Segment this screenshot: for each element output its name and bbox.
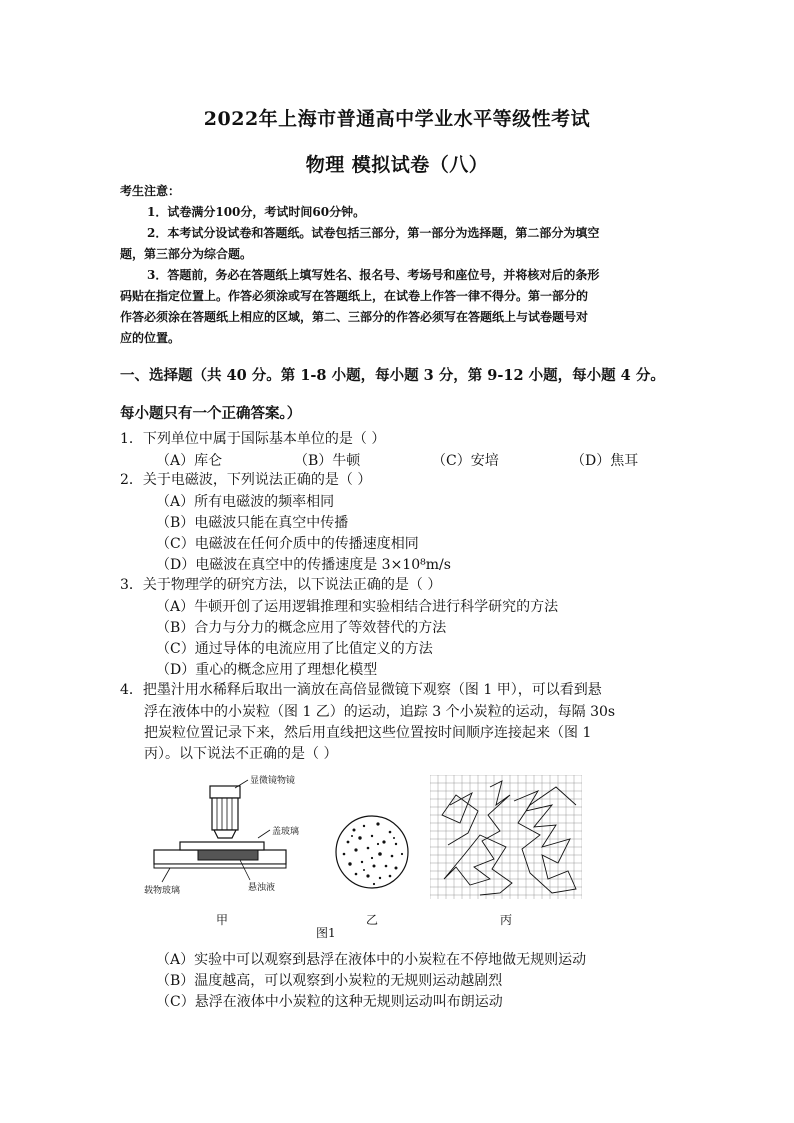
objective-label: 显微镜物镜 [250, 776, 296, 786]
notice-item-3d: 应的位置。 [120, 331, 181, 345]
q3-option-a: （A）牛顿开创了运用逻辑推理和实验相结合进行科学研究的方法 [156, 599, 559, 615]
brownian-paths-diagram [430, 775, 582, 899]
figure-label-yi: 乙 [366, 913, 379, 927]
question-2-stem: 2．关于电磁波，下列说法正确的是（ ） [120, 472, 372, 488]
notice-item-2b: 题，第三部分为综合题。 [120, 247, 253, 261]
q2-option-c: （C）电磁波在任何介质中的传播速度相同 [156, 536, 419, 552]
particles-circle-diagram [334, 814, 410, 890]
q3-option-d: （D）重心的概念应用了理想化模型 [156, 662, 378, 678]
question-1-stem: 1．下列单位中属于国际基本单位的是（ ） [120, 431, 386, 447]
q2-option-d: （D）电磁波在真空中的传播速度是 3×10⁸m/s [156, 557, 451, 573]
figure-label-jia: 甲 [216, 913, 229, 927]
q3-option-b: （B）合力与分力的概念应用了等效替代的方法 [156, 620, 447, 636]
section-heading-line2: 每小题只有一个正确答案。） [120, 405, 302, 422]
notice-item-3c: 作答必须涂在答题纸上相应的区域，第二、三部分的作答必须写在答题纸上与试卷题号对 [120, 310, 589, 324]
page-subtitle: 物理 模拟试卷（八） [305, 154, 489, 176]
notice-item-2a-text: 2．本考试分设试卷和答题纸。试卷包括三部分，第一部分为选择题，第二部分为填空 [147, 226, 600, 240]
notice-item-1 [120, 202, 680, 223]
q1-option-b: （B）牛顿 [294, 453, 361, 469]
q2-option-a: （A）所有电磁波的频率相同 [156, 494, 335, 510]
q2-option-b: （B）电磁波只能在真空中传播 [156, 515, 349, 531]
q4-option-c: （C）悬浮在液体中小炭粒的这种无规则运动叫布朗运动 [156, 994, 503, 1010]
q1-option-d: （D）焦耳 [571, 453, 639, 469]
question-4-line3: 把炭粒位置记录下来，然后用直线把这些位置按时间顺序连接起来（图 1 [144, 725, 592, 741]
section-heading-line1: 一、选择题（共 40 分。第 1-8 小题，每小题 3 分，第 9-12 小题，每小题 4 分。 [120, 367, 665, 384]
question-4-line4: 丙）。以下说法不正确的是（ ） [144, 746, 338, 762]
cover-glass-label: 盖玻璃 [272, 827, 300, 837]
figure-label-bing: 丙 [500, 913, 513, 927]
figure-caption: 图1 [316, 926, 336, 940]
q1-option-a: （A）库仑 [156, 453, 223, 469]
notice-item-3a-text: 3．答题前，务必在答题纸上填写姓名、报名号、考场号和座位号，并将核对后的条形 [147, 268, 600, 282]
page-title: 2022年上海市普通高中学业水平等级性考试 [203, 108, 591, 130]
notice-item-3b: 码贴在指定位置上。作答必须涂或写在答题纸上，在试卷上作答一律不得分。第一部分的 [120, 289, 589, 303]
notice-item-3a [120, 265, 680, 286]
suspension-label: 悬浊液 [248, 883, 276, 893]
notice-heading: 考生注意： [120, 184, 181, 198]
question-3-stem: 3．关于物理学的研究方法，以下说法正确的是（ ） [120, 577, 442, 593]
question-4-line1: 4．把墨汁用水稀释后取出一滴放在高倍显微镜下观察（图 1 甲），可以看到悬 [120, 682, 602, 698]
q1-option-c: （C）安培 [432, 453, 499, 469]
slide-glass-label: 载物玻璃 [144, 886, 181, 896]
notice-item-2a [120, 223, 680, 244]
notice-item-1-text: 1．试卷满分100分，考试时间60分钟。 [147, 205, 366, 219]
question-4-line2: 浮在液体中的小炭粒（图 1 乙）的运动，追踪 3 个小炭粒的运动，每隔 30s [144, 704, 616, 720]
q4-option-b: （B）温度越高，可以观察到小炭粒的无规则运动越剧烈 [156, 973, 503, 989]
q3-option-c: （C）通过导体的电流应用了比值定义的方法 [156, 641, 433, 657]
q4-option-a: （A）实验中可以观察到悬浮在液体中的小炭粒在不停地做无规则运动 [156, 952, 587, 968]
